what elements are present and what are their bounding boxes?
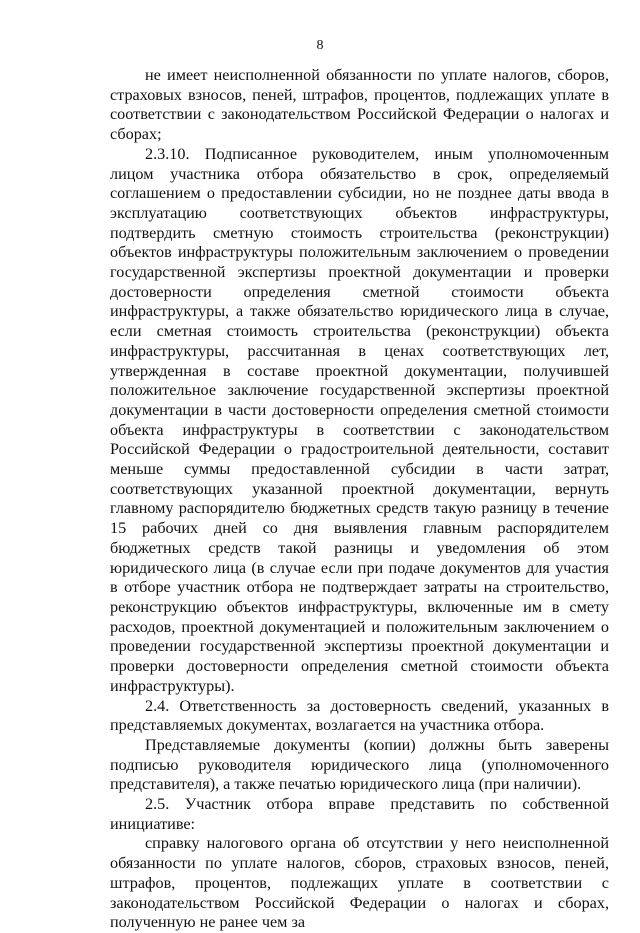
paragraph-2-5: 2.5. Участник отбора вправе представить по собственной инициативе: (110, 795, 609, 833)
page-number: 8 (316, 38, 324, 53)
paragraph-tax-certificate: справку налогового органа об отсутствии у него неисполненной обязанности по уплате налогов, сборов, страховых взносов, пеней, штрафов, процентов, подлежащих уплате в соответствии с законодательством Российской Федерации о налогах и сборах, полученную не ранее чем за (110, 834, 609, 932)
paragraph-continuation: не имеет неисполненной обязанности по уплате налогов, сборов, страховых взносов, пеней, штрафов, процентов, подлежащих уплате в соответствии с законодательством Российской Федерации о налогах и сборах; (110, 66, 609, 144)
paragraph-2-4: 2.4. Ответственность за достоверность сведений, указанных в представляемых документах, возлагается на участника отбора. (110, 696, 609, 735)
paragraph-2-3-10: 2.3.10. Подписанное руководителем, иным уполномоченным лицом участника отбора обязательство в срок, определяемый соглашением о предоставлении субсидии, но не позднее даты ввода в эксплуатацию соответствующих объектов инфраструктуры, подтвердить сметную стоимость строительства (реконструкции) объектов инфраструктуры положительным заключением о проведении государственной экспертизы проектной документации и проверки достоверности определения сметной стоимости объекта инфраструктуры, а также обязательство юридического лица в случае, если сметная стоимость строительства (реконструкции) объекта инфраструктуры, рассчитанная в ценах соответствующих лет, утвержденная в составе проектной документации, получившей положительное заключение государственной экспертизы проектной документации в части достоверности определения сметной стоимости объекта инфраструктуры в соответствии с законодательством Российской Федерации о градостроительной деятельности, составит меньше суммы предоставленной субсидии в части затрат, соответствующих указанной проектной документации, вернуть главному распорядителю бюджетных средств такую разницу в течение 15 рабочих дней со дня выявления главным распорядителем бюджетных средств такой разницы и уведомления об этом юридического лица (в случае если при подаче документов для участия в отборе участник отбора не подтверждает затраты на строительство, реконструкцию объектов инфраструктуры, включенные им в смету расходов, проектной документацией и положительным заключением о проведении государственной экспертизы проектной документации и проверки достоверности определения сметной стоимости объекта инфраструктуры). (110, 144, 609, 695)
document-body (110, 66, 609, 933)
paragraph-documents-certification: Представляемые документы (копии) должны быть заверены подписью руководителя юридического лица (уполномоченного представителя), а также печатью юридического лица (при наличии). (110, 735, 609, 794)
